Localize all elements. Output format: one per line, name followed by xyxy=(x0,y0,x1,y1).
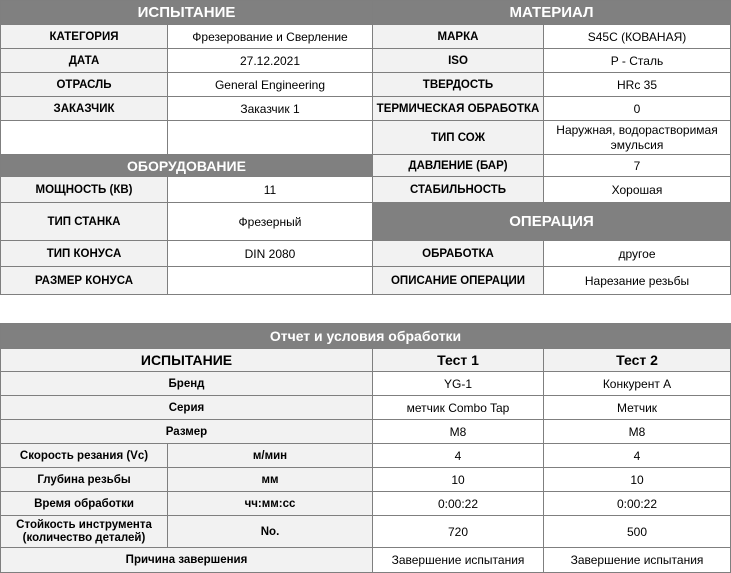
machining-value: другое xyxy=(544,241,731,267)
hardness-value: HRc 35 xyxy=(544,73,731,97)
report-title: Отчет и условия обработки xyxy=(1,324,731,349)
series-label: Серия xyxy=(1,396,373,420)
test-section-header: ИСПЫТАНИЕ xyxy=(1,1,373,25)
grade-value: S45C (КОВАНАЯ) xyxy=(544,25,731,49)
category-label: КАТЕГОРИЯ xyxy=(1,25,168,49)
taper-type-value: DIN 2080 xyxy=(168,241,373,267)
tool-life-label: Стойкость инструмента (количество деталей) xyxy=(1,516,168,548)
category-value: Фрезерование и Сверление xyxy=(168,25,373,49)
machine-type-label: ТИП СТАНКА xyxy=(1,203,168,241)
brand-test1: YG-1 xyxy=(373,372,544,396)
thread-depth-test2: 10 xyxy=(544,468,731,492)
size-label: Размер xyxy=(1,420,373,444)
stability-label: СТАБИЛЬНОСТЬ xyxy=(373,177,544,203)
date-value: 27.12.2021 xyxy=(168,49,373,73)
empty-label-cell xyxy=(1,121,168,155)
cutting-speed-test2: 4 xyxy=(544,444,731,468)
machining-time-test2: 0:00:22 xyxy=(544,492,731,516)
size-test2: M8 xyxy=(544,420,731,444)
operation-section-header: ОПЕРАЦИЯ xyxy=(373,203,731,241)
heat-treatment-label: ТЕРМИЧЕСКАЯ ОБРАБОТКА xyxy=(373,97,544,121)
end-reason-test2: Завершение испытания xyxy=(544,548,731,573)
test1-header: Тест 1 xyxy=(373,349,544,372)
industry-label: ОТРАСЛЬ xyxy=(1,73,168,97)
iso-label: ISO xyxy=(373,49,544,73)
operation-description-value: Нарезание резьбы xyxy=(544,267,731,295)
coolant-type-label: ТИП СОЖ xyxy=(373,121,544,155)
pressure-label: ДАВЛЕНИЕ (БАР) xyxy=(373,155,544,177)
report-test-header: ИСПЫТАНИЕ xyxy=(1,349,373,372)
brand-label: Бренд xyxy=(1,372,373,396)
cutting-speed-label: Скорость резания (Vc) xyxy=(1,444,168,468)
iso-value: P - Сталь xyxy=(544,49,731,73)
tool-life-test1: 720 xyxy=(373,516,544,548)
thread-depth-unit: мм xyxy=(168,468,373,492)
machining-label: ОБРАБОТКА xyxy=(373,241,544,267)
end-reason-test1: Завершение испытания xyxy=(373,548,544,573)
grade-label: МАРКА xyxy=(373,25,544,49)
stability-value: Хорошая xyxy=(544,177,731,203)
power-value: 11 xyxy=(168,177,373,203)
thread-depth-label: Глубина резьбы xyxy=(1,468,168,492)
pressure-value: 7 xyxy=(544,155,731,177)
tool-life-unit: No. xyxy=(168,516,373,548)
machining-time-test1: 0:00:22 xyxy=(373,492,544,516)
customer-value: Заказчик 1 xyxy=(168,97,373,121)
operation-description-label: ОПИСАНИЕ ОПЕРАЦИИ xyxy=(373,267,544,295)
report-table xyxy=(0,323,731,573)
cutting-speed-unit: м/мин xyxy=(168,444,373,468)
taper-type-label: ТИП КОНУСА xyxy=(1,241,168,267)
industry-value: General Engineering xyxy=(168,73,373,97)
customer-label: ЗАКАЗЧИК xyxy=(1,97,168,121)
material-section-header: МАТЕРИАЛ xyxy=(373,1,731,25)
brand-test2: Конкурент А xyxy=(544,372,731,396)
empty-value-cell xyxy=(168,121,373,155)
series-test2: Метчик xyxy=(544,396,731,420)
heat-treatment-value: 0 xyxy=(544,97,731,121)
power-label: МОЩНОСТЬ (КВ) xyxy=(1,177,168,203)
taper-size-value xyxy=(168,267,373,295)
machining-time-label: Время обработки xyxy=(1,492,168,516)
size-test1: M8 xyxy=(373,420,544,444)
equipment-section-header: ОБОРУДОВАНИЕ xyxy=(1,155,373,177)
date-label: ДАТА xyxy=(1,49,168,73)
series-test1: метчик Combo Tap xyxy=(373,396,544,420)
thread-depth-test1: 10 xyxy=(373,468,544,492)
end-reason-label: Причина завершения xyxy=(1,548,373,573)
tool-life-test2: 500 xyxy=(544,516,731,548)
hardness-label: ТВЕРДОСТЬ xyxy=(373,73,544,97)
test2-header: Тест 2 xyxy=(544,349,731,372)
machining-time-unit: чч:мм:сс xyxy=(168,492,373,516)
machine-type-value: Фрезерный xyxy=(168,203,373,241)
cutting-speed-test1: 4 xyxy=(373,444,544,468)
coolant-type-value: Наружная, водорастворимая эмульсия xyxy=(544,121,731,155)
taper-size-label: РАЗМЕР КОНУСА xyxy=(1,267,168,295)
